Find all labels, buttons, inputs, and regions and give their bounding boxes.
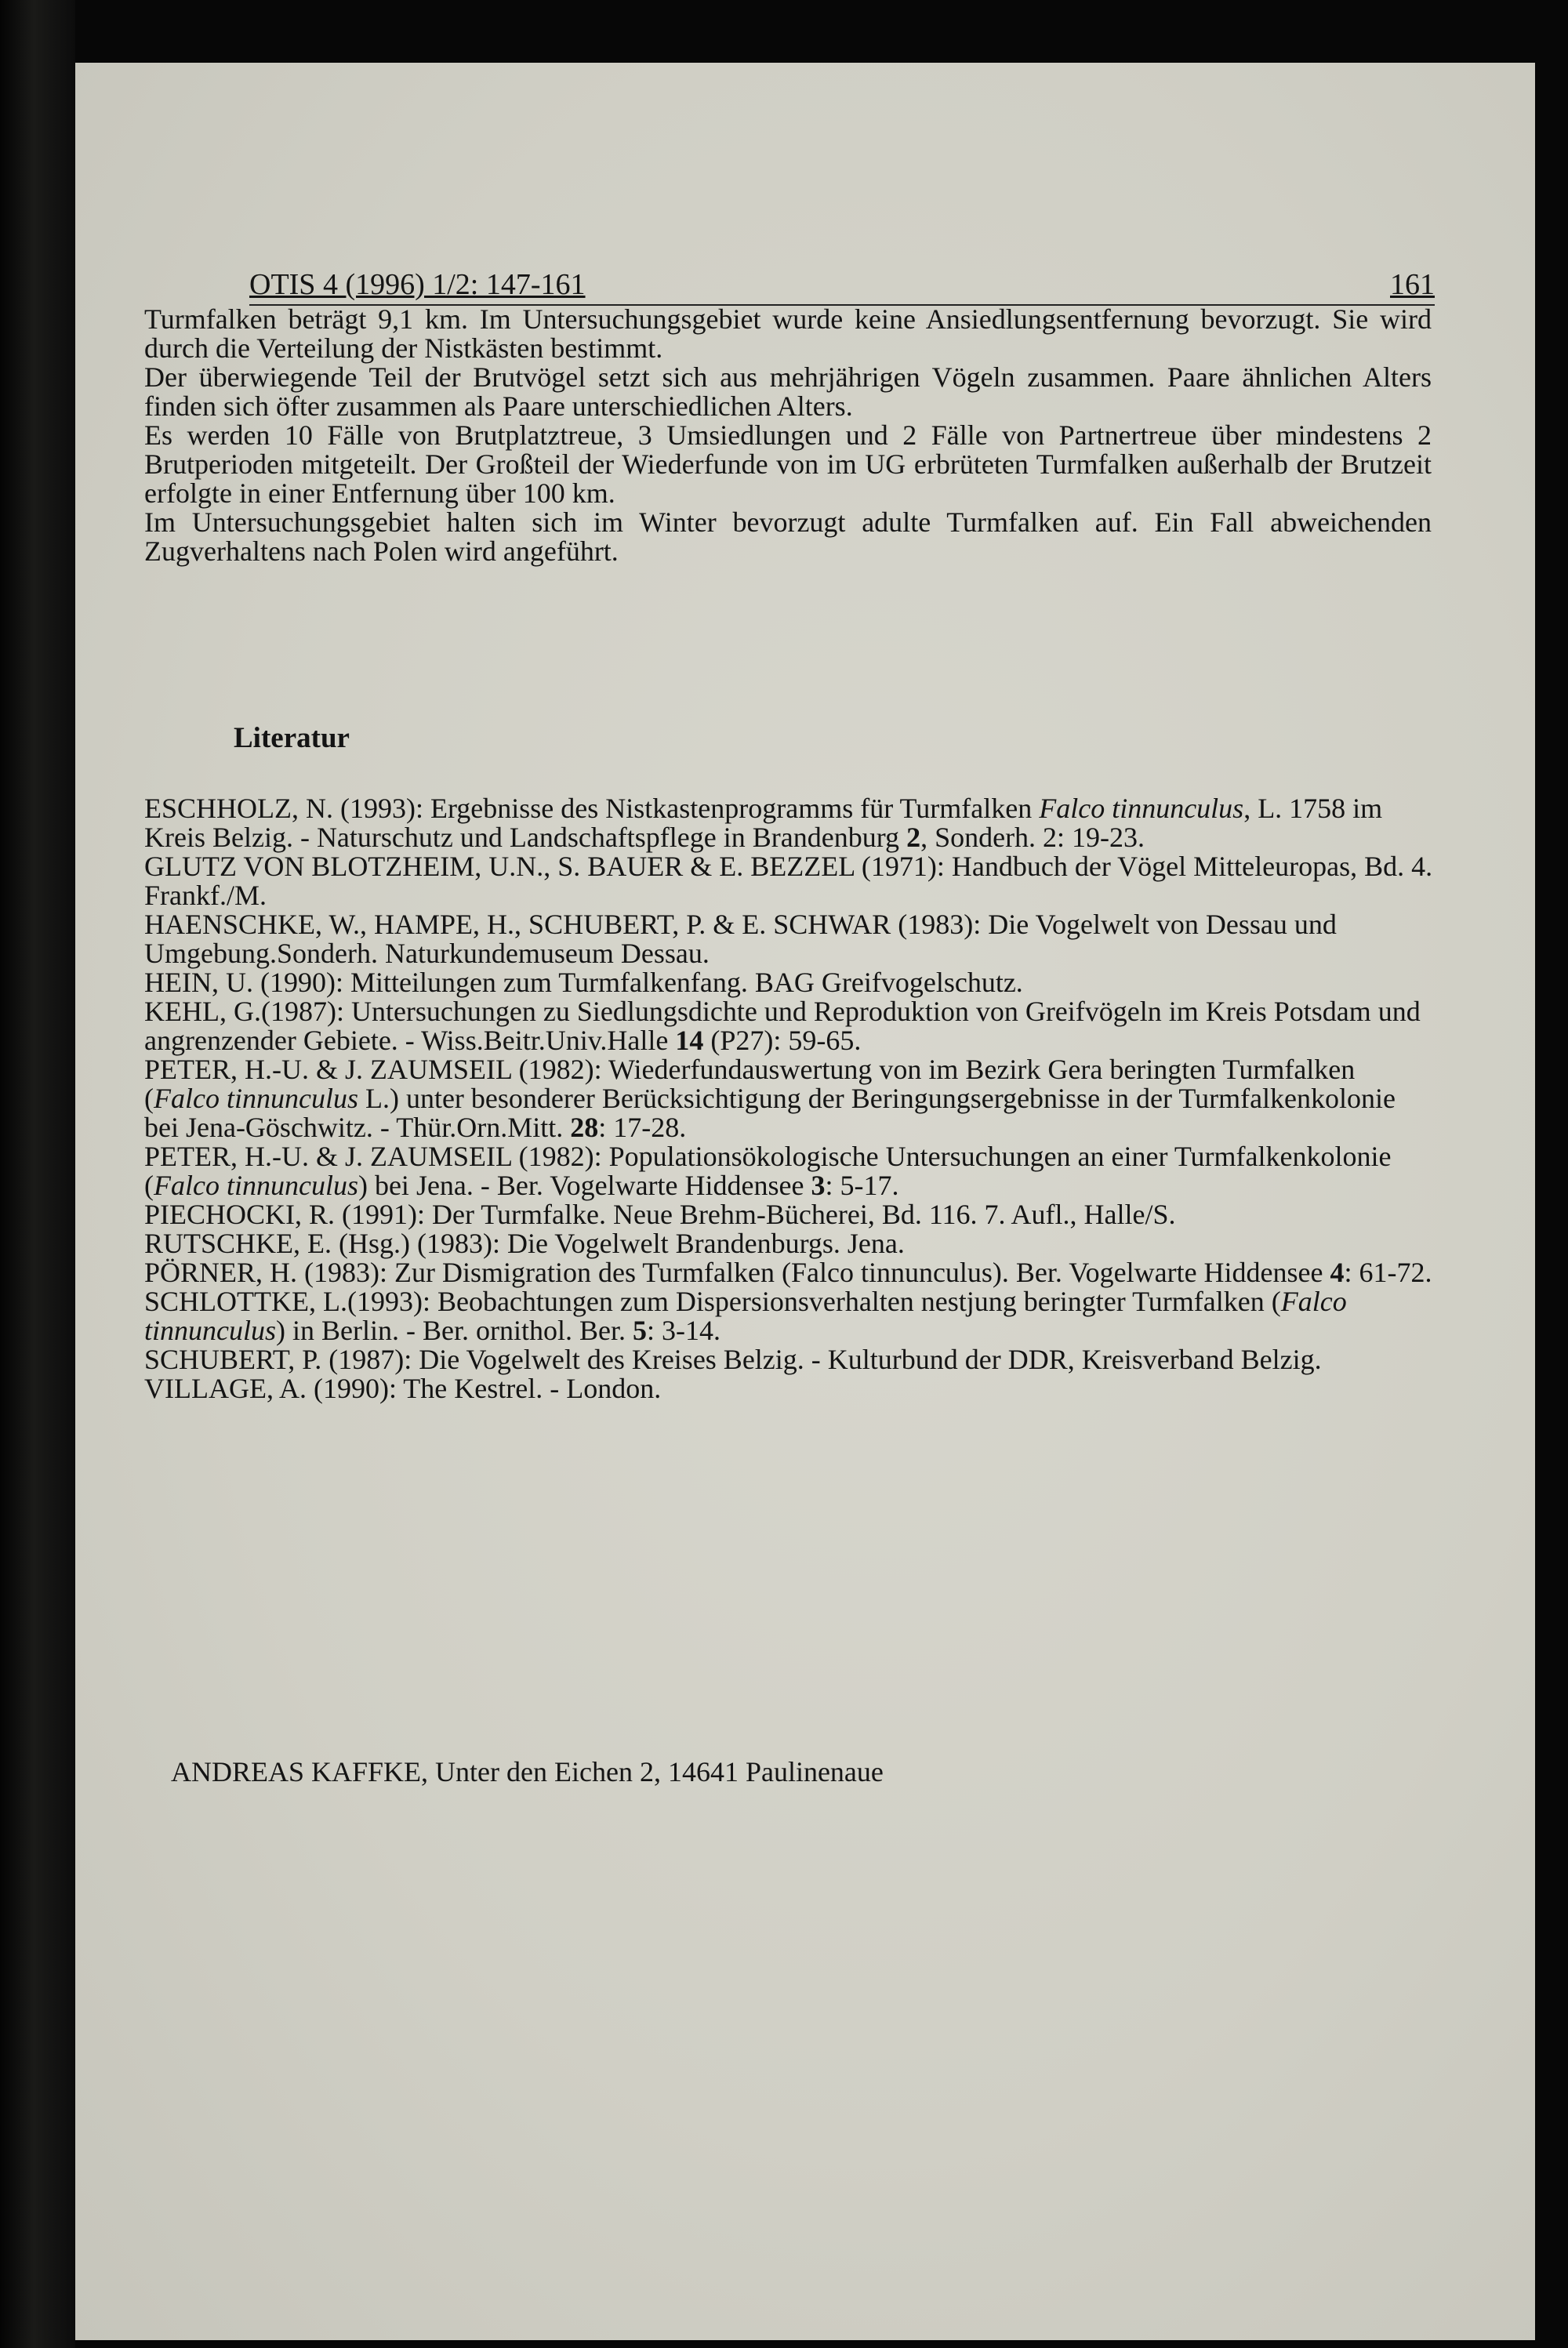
reference-text: , Sonderh. 2: 19-23. <box>920 822 1145 853</box>
reference-volume: 4 <box>1330 1257 1345 1288</box>
reference-species-name: Falco tinnunculus <box>154 1083 358 1114</box>
summary-paragraph: Turmfalken beträgt 9,1 km. Im Untersuchungsgebiet wurde keine Ansiedlungsentfernung bevorzugt. Sie wird durch die Verteilung der Nistkästen bestimmt. <box>144 303 1432 364</box>
summary-paragraph: Der überwiegende Teil der Brutvögel setzt sich aus mehrjährigen Vögeln zusammen. Paare ähnlichen Alters finden sich öfter zusammen als Paare unterschiedlichen Alters. <box>144 361 1432 422</box>
scan-background-edge <box>0 0 75 2348</box>
reference-volume: 28 <box>570 1112 599 1143</box>
reference-text: SCHLOTTKE, L.(1993): Beobachtungen zum Dispersionsverhalten nestjung beringter Turmfalken ( <box>144 1286 1281 1317</box>
page-number: 161 <box>1390 268 1435 301</box>
reference-text: KEHL, G.(1987): Untersuchungen zu Siedlungsdichte und Reproduktion von Greifvögeln im Kreis Potsdam und angrenzender Gebiete. - Wiss.Beitr.Univ.Halle <box>144 996 1421 1056</box>
reference-text: VILLAGE, A. (1990): The Kestrel. - London. <box>144 1373 662 1404</box>
summary-paragraph: Es werden 10 Fälle von Brutplatztreue, 3 Umsiedlungen und 2 Fälle von Partnertreue über mindestens 2 Brutperioden mitgeteilt. Der Großteil der Wiederfunde von im UG erbrüteten Turmfalken außerhalb der Brutzeit erfolgte in einer Entfernung über 100 km. <box>144 419 1432 509</box>
reference-text: ESCHHOLZ, N. (1993): Ergebnisse des Nistkastenprogramms für Turmfalken <box>144 793 1040 824</box>
reference-item <box>144 1142 1434 1200</box>
reference-text: RUTSCHKE, E. (Hsg.) (1983): Die Vogelwelt Brandenburgs. Jena. <box>144 1228 905 1259</box>
reference-item <box>144 1345 1434 1374</box>
reference-text: PÖRNER, H. (1983): Zur Dismigration des Turmfalken (Falco tinnunculus). Ber. Vogelwarte Hiddensee <box>144 1257 1330 1288</box>
reference-item <box>144 997 1434 1055</box>
reference-text: , L. 1758 im Kreis Belzig. - Naturschutz und Landschaftspflege in Brandenburg <box>144 793 1383 853</box>
journal-page <box>75 63 1535 2340</box>
reference-text: : 5-17. <box>825 1170 899 1201</box>
reference-item <box>144 794 1434 852</box>
reference-volume: 3 <box>811 1170 826 1201</box>
reference-item <box>144 1229 1434 1258</box>
summary-section <box>144 305 1432 566</box>
reference-text: : 17-28. <box>598 1112 687 1143</box>
reference-text: SCHUBERT, P. (1987): Die Vogelwelt des Kreises Belzig. - Kulturbund der DDR, Kreisverband Belzig. <box>144 1344 1322 1375</box>
reference-item <box>144 1374 1434 1403</box>
running-header <box>249 194 1435 306</box>
reference-text: ) in Berlin. - Ber. ornithol. Ber. <box>276 1315 633 1346</box>
reference-item <box>144 968 1434 997</box>
reference-text: (P27): 59-65. <box>703 1025 862 1056</box>
reference-volume: 5 <box>632 1315 647 1346</box>
reference-item <box>144 1287 1434 1345</box>
reference-species-name: Falco tinnunculus <box>154 1170 358 1201</box>
reference-list <box>144 794 1434 1403</box>
reference-text: GLUTZ VON BLOTZHEIM, U.N., S. BAUER & E. BEZZEL (1971): Handbuch der Vögel Mitteleuropas, Bd. 4. Frankf./M. <box>144 851 1433 911</box>
journal-reference: OTIS 4 (1996) 1/2: 147-161 <box>249 268 586 301</box>
reference-item <box>144 1200 1434 1229</box>
reference-item <box>144 1258 1434 1287</box>
reference-item <box>144 1055 1434 1142</box>
literature-heading: Literatur <box>234 722 350 754</box>
reference-volume: 14 <box>675 1025 704 1056</box>
reference-text: ) bei Jena. - Ber. Vogelwarte Hiddensee <box>358 1170 811 1201</box>
reference-species-name: Falco tinnunculus <box>144 1286 1347 1346</box>
reference-text: PETER, H.-U. & J. ZAUMSEIL (1982): Populationsökologische Untersuchungen an einer Turmfalkenkolonie ( <box>144 1141 1392 1201</box>
reference-text: PIECHOCKI, R. (1991): Der Turmfalke. Neue Brehm-Bücherei, Bd. 116. 7. Aufl., Halle/S. <box>144 1199 1176 1230</box>
reference-text: L.) unter besonderer Berücksichtigung der Beringungsergebnisse in der Turmfalkenkolonie bei Jena-Göschwitz. - Thür.Orn.Mitt. <box>144 1083 1396 1143</box>
reference-text: : 61-72. <box>1344 1257 1432 1288</box>
reference-text: HAENSCHKE, W., HAMPE, H., SCHUBERT, P. & E. SCHWAR (1983): Die Vogelwelt von Dessau und Umgebung.Sonderh. Naturkundemuseum Dessau. <box>144 909 1337 969</box>
reference-item <box>144 910 1434 968</box>
reference-text: : 3-14. <box>646 1315 720 1346</box>
summary-paragraph: Im Untersuchungsgebiet halten sich im Winter bevorzugt adulte Turmfalken auf. Ein Fall abweichenden Zugverhaltens nach Polen wird angeführt. <box>144 506 1432 567</box>
author-address: ANDREAS KAFFKE, Unter den Eichen 2, 14641 Paulinenaue <box>171 1756 884 1787</box>
reference-text: PETER, H.-U. & J. ZAUMSEIL (1982): Wiederfundauswertung von im Bezirk Gera beringten Turmfalken ( <box>144 1054 1356 1114</box>
reference-species-name: Falco tinnunculus <box>1039 793 1244 824</box>
reference-text: HEIN, U. (1990): Mitteilungen zum Turmfalkenfang. BAG Greifvogelschutz. <box>144 967 1023 998</box>
reference-item <box>144 852 1434 910</box>
reference-volume: 2 <box>906 822 921 853</box>
